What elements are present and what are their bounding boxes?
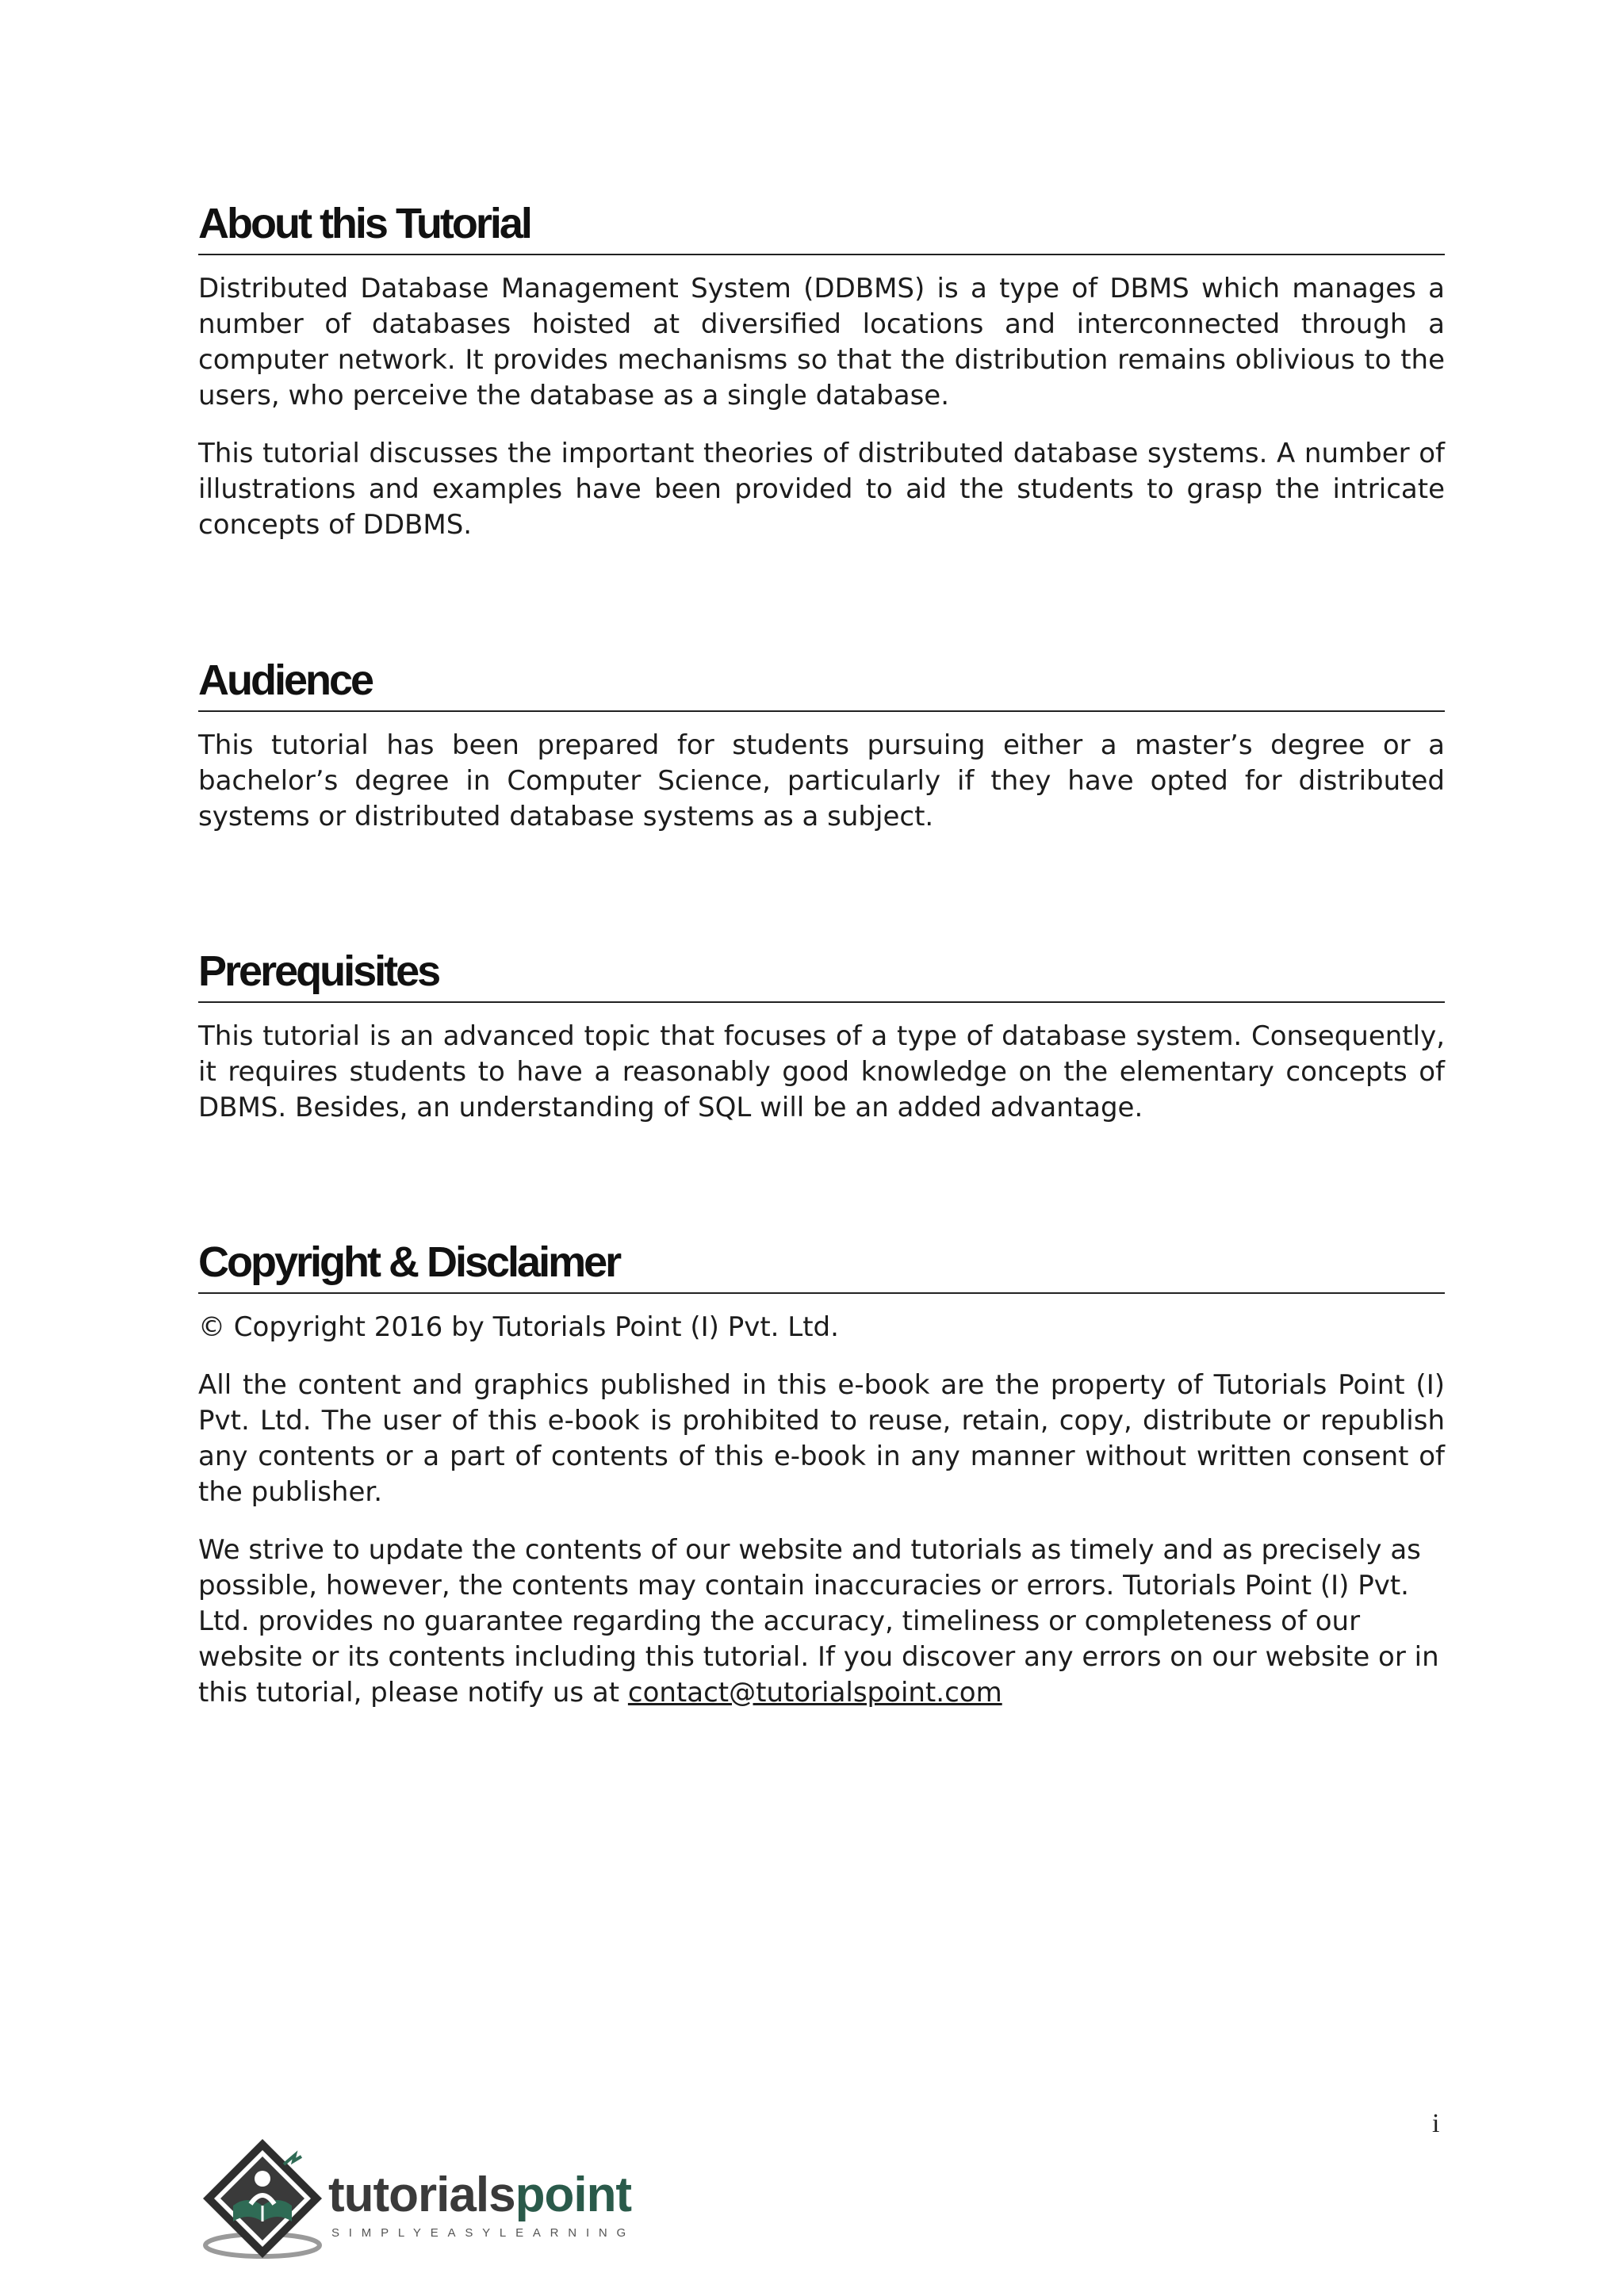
audience-paragraph-1: This tutorial has been prepared for students pursuing either a master’s degree or a bachelor’s degree in Computer Science, particularly if they have opted for distributed systems or distributed database systems as a subject. — [198, 729, 1445, 832]
tutorialspoint-logo — [195, 2133, 703, 2267]
section-heading-about: About this Tutorial — [198, 198, 1445, 255]
about-paragraph-2: This tutorial discusses the important theories of distributed database systems. A number of illustrations and examples have been provided to aid the students to grasp the intricate concepts of DDBMS. — [198, 438, 1445, 541]
section-heading-copyright: Copyright & Disclaimer — [198, 1237, 1445, 1294]
about-paragraph-1: Distributed Database Management System (DDBMS) is a type of DBMS which manages a number of databases hoisted at diversified locations and interconnected through a computer network. It provides mechanisms so that the distribution remains oblivious to the users, who perceive the database as a single database. — [198, 273, 1445, 411]
section-prerequisites — [198, 946, 1445, 1126]
copyright-paragraph-1: All the content and graphics published in this e-book are the property of Tutorials Point (I) Pvt. Ltd. The user of this e-book is prohibited to reuse, retain, copy, distribute or republish any contents or a part of contents of this e-book in any manner without written consent of the publisher. — [198, 1369, 1445, 1508]
logo-wordmark — [328, 2168, 631, 2223]
logo-tagline: SIMPLYEASYLEARNING — [331, 2226, 636, 2240]
copyright-paragraph-2-text: We strive to update the contents of our website and tutorials as timely and as precisely as possible, however, the contents may contain inaccuracies or errors. Tutorials Point (I) Pvt. Ltd. provides no guarantee regarding the accuracy, timeliness or completeness of our website or its contents including this tutorial. If you discover any errors on our website or in this tutorial, please notify us at — [198, 1534, 1439, 1709]
copyright-notice: © Copyright 2016 by Tutorials Point (I) Pvt. Ltd. — [198, 1311, 839, 1343]
section-heading-prerequisites: Prerequisites — [198, 946, 1445, 1003]
section-about — [198, 198, 1445, 543]
tutorialspoint-logo-icon — [195, 2133, 330, 2267]
section-audience — [198, 655, 1445, 835]
contact-email-link[interactable]: contact@tutorialspoint.com — [627, 1677, 1002, 1709]
section-heading-audience: Audience — [198, 655, 1445, 712]
logo-word-tutorials: tutorials — [328, 2168, 515, 2222]
logo-word-point: point — [515, 2168, 632, 2222]
prerequisites-paragraph-1: This tutorial is an advanced topic that focuses of a type of database system. Consequently, it requires students to have a reasonably good knowledge on the elementary concepts of DBMS. Besides, an understanding of SQL will be an added advantage. — [198, 1020, 1445, 1123]
copyright-paragraph-2 — [198, 1533, 1445, 1711]
section-copyright — [198, 1237, 1445, 1711]
page-number: i — [1432, 2109, 1440, 2138]
